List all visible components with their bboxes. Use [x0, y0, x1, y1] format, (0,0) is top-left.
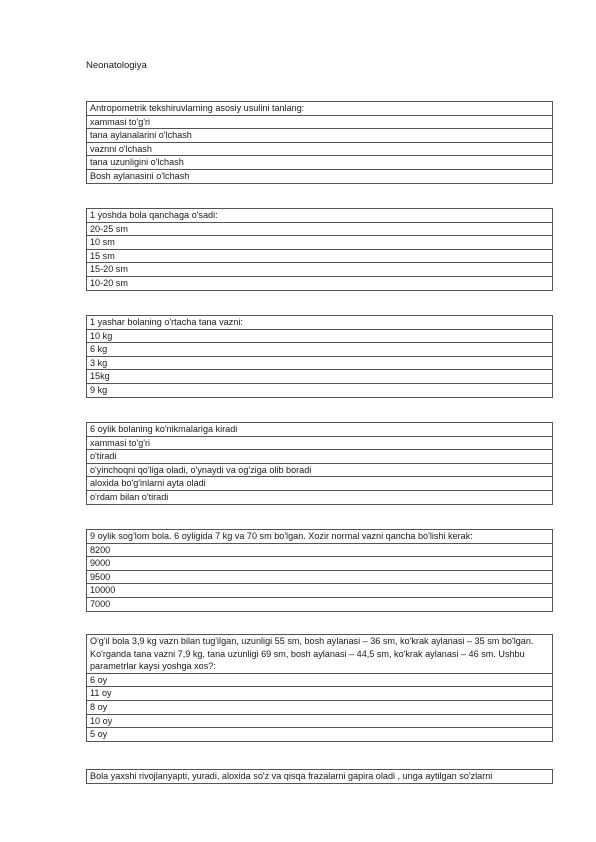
answer-option: 7000	[87, 597, 553, 611]
answer-option: 3 kg	[87, 356, 553, 370]
answer-option: 10 kg	[87, 329, 553, 343]
question-table-3	[86, 315, 553, 398]
answer-option: Bosh aylanasini o'lchash	[87, 169, 553, 183]
answer-option: 8 oy	[87, 700, 553, 714]
question-table-1	[86, 101, 553, 184]
question-table-2	[86, 208, 553, 291]
answer-option: 9000	[87, 557, 553, 571]
question-text: Antropometrik tekshiruvlarning asosiy usulini tanlang:	[87, 102, 553, 116]
answer-option: 11 oy	[87, 687, 553, 701]
question-text: O'g'il bola 3,9 kg vazn bilan tug'ilgan, uzunligi 55 sm, bosh aylanasi – 36 sm, ko'krak aylanasi – 35 sm bo'lgan. Ko'rganda tana vazni 7,9 kg, tana uzunligi 69 sm, bosh aylanasi – 44,5 sm, ko'krak aylanasi – 46 sm. Ushbu parametrlar kaysi yoshga xos?:	[87, 635, 553, 674]
answer-option: 10 sm	[87, 236, 553, 250]
answer-option: 9500	[87, 570, 553, 584]
answer-option: aloxida bo'g'inlarni ayta oladi	[87, 477, 553, 491]
answer-option: 6 oy	[87, 673, 553, 687]
question-text: 6 oylik bolaning ko'nikmalariga kiradi	[87, 423, 553, 437]
answer-option: vaznni o'lchash	[87, 142, 553, 156]
question-table-7	[86, 769, 553, 784]
answer-option: 15 sm	[87, 249, 553, 263]
answer-option: o'yinchoqni qo'liga oladi, o'ynaydi va og'ziga olib boradi	[87, 463, 553, 477]
answer-option: xammasi to'g'ri	[87, 115, 553, 129]
question-text: 1 yashar bolaning o'rtacha tana vazni:	[87, 316, 553, 330]
answer-option: 10000	[87, 584, 553, 598]
answer-option: 8200	[87, 543, 553, 557]
answer-option: 9 kg	[87, 383, 553, 397]
question-table-4	[86, 422, 553, 505]
question-table-6	[86, 634, 553, 742]
answer-option: 10-20 sm	[87, 276, 553, 290]
answer-option: o'tiradi	[87, 450, 553, 464]
question-text: 1 yoshda bola qanchaga o'sadi:	[87, 209, 553, 223]
answer-option: 5 oy	[87, 728, 553, 742]
question-text: 9 oylik sog'lom bola. 6 oyligida 7 kg va 70 sm bo'lgan. Xozir normal vazni qancha bo'lishi kerak:	[87, 530, 553, 544]
answer-option: tana aylanalarini o'lchash	[87, 129, 553, 143]
answer-option: 15-20 sm	[87, 263, 553, 277]
answer-option: 20-25 sm	[87, 222, 553, 236]
answer-option: tana uzunligini o'lchash	[87, 156, 553, 170]
answer-option: 6 kg	[87, 343, 553, 357]
answer-option: 15kg	[87, 370, 553, 384]
answer-option: o'rdam bilan o'tiradi	[87, 490, 553, 504]
question-table-5	[86, 529, 553, 612]
document-title: Neonatologiya	[86, 60, 147, 71]
question-text: Bola yaxshi rivojlanyapti, yuradi, aloxida so'z va qisqa frazalarni gapira oladi , unga aytilgan so'zlarni	[87, 770, 553, 784]
answer-option: xammasi to'g'ri	[87, 436, 553, 450]
answer-option: 10 oy	[87, 714, 553, 728]
